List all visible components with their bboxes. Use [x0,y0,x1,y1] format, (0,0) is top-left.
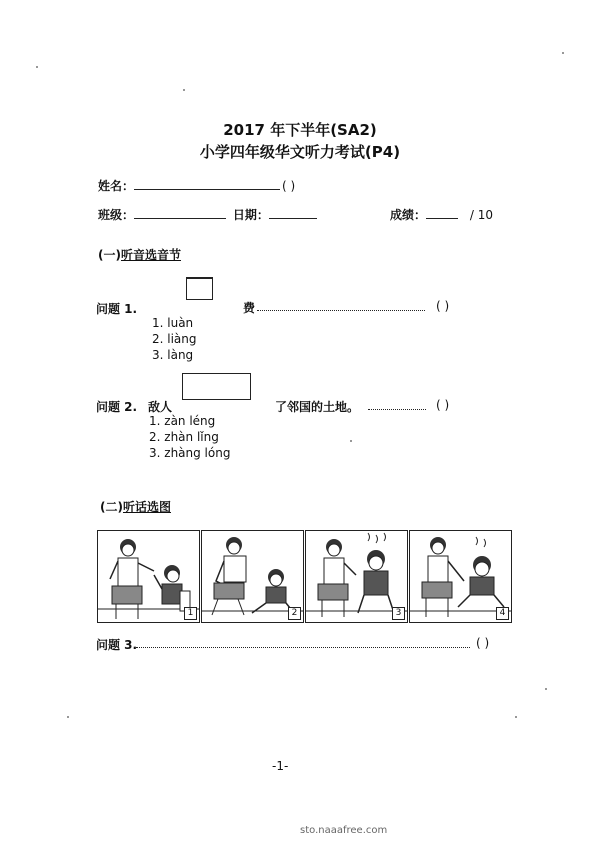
q3-dots [136,647,470,648]
q1-option: 3. làng [152,348,194,362]
q2-text-after: 了邻国的土地。 [275,400,360,414]
panel-number: 1 [184,607,197,620]
name-blank[interactable] [134,189,280,190]
q2-dots [368,409,426,410]
scan-speck [67,716,69,718]
q1-answer-box-frame [186,277,212,279]
exam-subtitle: 小学四年级华文听力考试(P4) [199,143,401,161]
watermark: sto.naaafree.com [300,825,388,836]
q3-label: 问题 3. [96,638,138,652]
q2-option: 2. zhàn lǐng [149,430,219,444]
page-number: -1- [272,759,289,773]
q1-answer-paren[interactable]: ( ) [436,299,450,313]
q2-answer-box[interactable] [182,373,251,400]
q1-option: 1. luàn [152,316,194,330]
score-blank[interactable] [426,218,458,219]
q2-option: 3. zhàng lóng [149,446,231,460]
q2-text-before: 敌人 [148,400,173,414]
score-label: 成绩： [390,208,427,222]
picture-panel-1[interactable] [97,530,200,623]
section2-prefix: (二) [100,500,123,514]
panel-number: 3 [392,607,405,620]
q1-answer-box[interactable] [186,277,213,300]
date-blank[interactable] [269,218,317,219]
section2-heading [100,498,171,515]
picture-strip [97,530,510,623]
section1-heading [98,246,181,263]
exam-title: 2017 年下半年(SA2) [223,121,377,139]
score-row [390,206,493,223]
scan-speck [545,688,547,690]
score-total: / 10 [469,208,493,222]
q1-option: 2. liàng [152,332,197,346]
name-paren: ( ) [282,179,296,193]
q1-label: 问题 1. [96,302,138,316]
picture-panel-2[interactable] [201,530,304,623]
class-row [98,206,317,223]
q2-option: 1. zàn léng [149,414,216,428]
section1-prefix: (一) [98,248,121,262]
q1-dots [257,310,425,311]
date-label: 日期： [232,208,269,222]
scan-speck [183,89,185,91]
panel-number: 4 [496,607,509,620]
name-row [98,177,295,194]
section1-title: 听音选音节 [120,248,181,262]
q1-options [152,315,197,363]
q2-answer-paren[interactable]: ( ) [436,398,450,412]
panel-number: 2 [288,607,301,620]
q3-answer-paren[interactable]: ( ) [476,636,490,650]
picture-panel-4[interactable] [409,530,512,623]
scan-speck [350,440,352,442]
scan-speck [562,52,564,54]
q2-label: 问题 2. [96,400,138,414]
picture-panel-3[interactable] [305,530,408,623]
class-label: 班级： [98,208,135,222]
scan-speck [36,66,38,68]
section2-title: 听话选图 [122,500,171,514]
q2-options [149,413,230,461]
scan-speck [515,716,517,718]
name-label: 姓名： [98,179,135,193]
class-blank[interactable] [134,218,226,219]
q1-char: 费 [243,301,256,315]
